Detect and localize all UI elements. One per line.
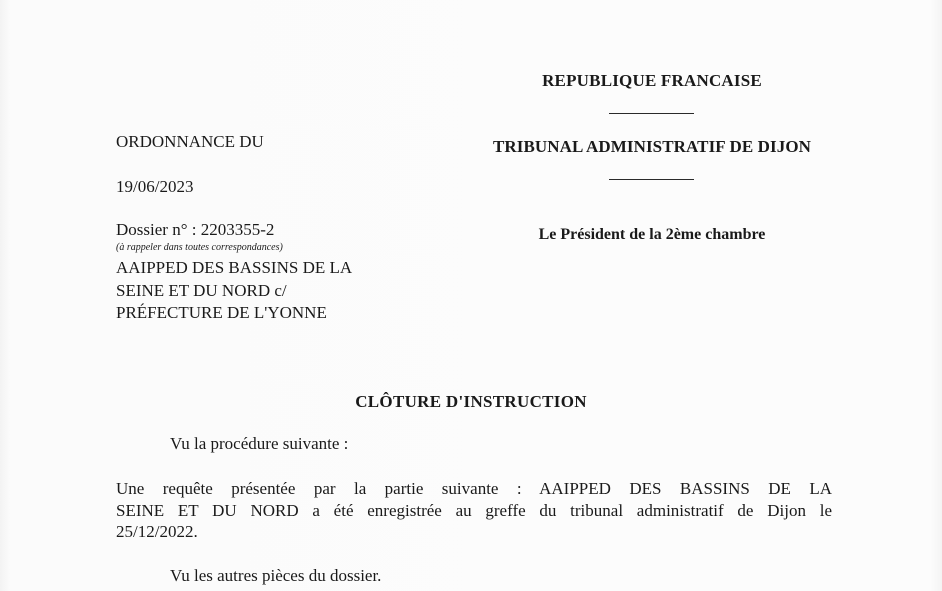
dossier-note: (à rappeler dans toutes correspondances) [116, 242, 283, 253]
requete-line: 25/12/2022. [116, 522, 198, 541]
section-title: CLÔTURE D'INSTRUCTION [355, 392, 587, 411]
parties-line: SEINE ET DU NORD c/ [116, 281, 287, 300]
vu-pieces-paragraph: Vu les autres pièces du dossier. [170, 566, 382, 585]
dossier-number: Dossier n° : 2203355-2 [116, 220, 275, 239]
vu-procedure-paragraph: Vu la procédure suivante : [170, 434, 349, 453]
heading-divider [609, 113, 694, 114]
ordonnance-date: 19/06/2023 [116, 177, 194, 196]
parties-line: AAIPPED DES BASSINS DE LA [116, 258, 353, 277]
requete-line: SEINE ET DU NORD a été enregistrée au greffe du tribunal administratif de Dijon le [116, 501, 832, 520]
parties-line: PRÉFECTURE DE L'YONNE [116, 303, 327, 322]
tribunal-heading: TRIBUNAL ADMINISTRATIF DE DIJON [492, 137, 812, 156]
republique-heading: REPUBLIQUE FRANCAISE [542, 71, 762, 90]
ordonnance-label: ORDONNANCE DU [116, 132, 264, 151]
requete-line: Une requête présentée par la partie suivante : AAIPPED DES BASSINS DE LA [116, 479, 832, 498]
president-heading: Le Président de la 2ème chambre [538, 226, 766, 243]
heading-divider [609, 179, 694, 180]
